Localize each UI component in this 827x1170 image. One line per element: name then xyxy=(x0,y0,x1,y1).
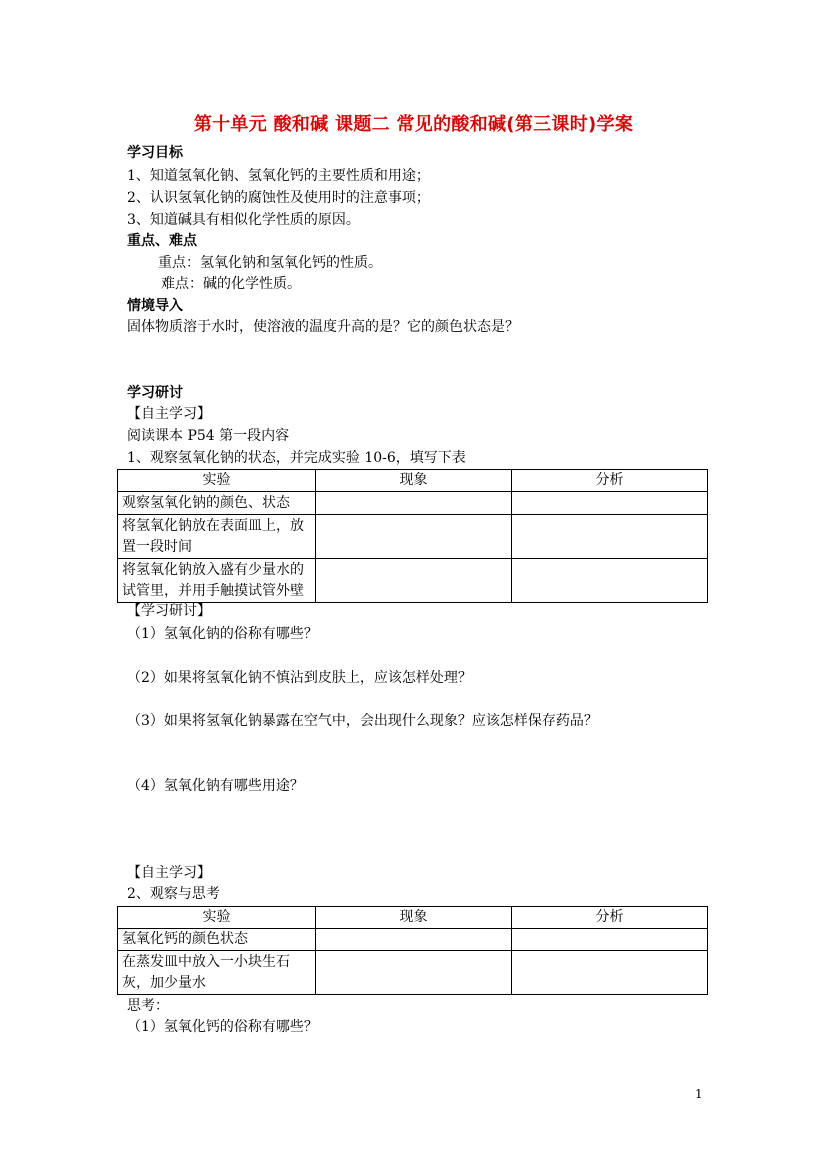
table-header: 分析 xyxy=(512,470,708,492)
table-row xyxy=(118,515,708,559)
phenomenon-cell[interactable] xyxy=(316,929,512,951)
experiment-cell: 在蒸发皿中放入一小块生石灰，加少量水 xyxy=(118,951,316,995)
page-title: 第十单元 酸和碱 课题二 常见的酸和碱(第三课时)学案 xyxy=(193,114,634,135)
analysis-cell[interactable] xyxy=(512,951,708,995)
intro-heading: 情境导入 xyxy=(127,298,183,314)
objective-item: 1、知道氢氧化钠、氢氧化钙的主要性质和用途； xyxy=(127,168,430,184)
table-row xyxy=(118,559,708,603)
experiment-cell: 观察氢氧化钠的颜色、状态 xyxy=(118,492,316,515)
study-heading: 学习研讨 xyxy=(127,385,183,401)
phenomenon-cell[interactable] xyxy=(316,515,512,559)
intro-question: 固体物质溶于水时，使溶液的温度升高的是？它的颜色状态是？ xyxy=(127,319,519,335)
table-row xyxy=(118,492,708,515)
objective-item: 2、认识氢氧化钠的腐蚀性及使用时的注意事项； xyxy=(127,190,430,206)
reading-instruction: 阅读课本 P54 第一段内容 xyxy=(127,428,290,444)
experiment-table-2 xyxy=(117,906,708,995)
objectives-heading: 学习目标 xyxy=(127,145,183,161)
self-study-heading: 【自主学习】 xyxy=(127,865,211,881)
phenomenon-cell[interactable] xyxy=(316,559,512,603)
think-question: （1）氢氧化钙的俗称有哪些？ xyxy=(127,1019,318,1035)
table-header: 分析 xyxy=(512,907,708,929)
discussion-question: （4）氢氧化钠有哪些用途？ xyxy=(127,778,304,794)
difficult-point: 难点：碱的化学性质。 xyxy=(161,276,301,292)
experiment-table-1 xyxy=(117,469,708,603)
experiment-cell: 氢氧化钙的颜色状态 xyxy=(118,929,316,951)
key-point: 重点：氢氧化钠和氢氧化钙的性质。 xyxy=(158,255,382,271)
analysis-cell[interactable] xyxy=(512,492,708,515)
keypoints-heading: 重点、难点 xyxy=(127,233,197,249)
task-instruction: 1、观察氢氧化钠的状态，并完成实验 10-6，填写下表 xyxy=(127,450,466,466)
experiment-cell: 将氢氧化钠放入盛有少量水的试管里，并用手触摸试管外壁 xyxy=(118,559,316,603)
analysis-cell[interactable] xyxy=(512,515,708,559)
analysis-cell[interactable] xyxy=(512,929,708,951)
discussion-question: （3）如果将氢氧化钠暴露在空气中，会出现什么现象？应该怎样保存药品？ xyxy=(127,713,598,729)
objective-item: 3、知道碱具有相似化学性质的原因。 xyxy=(127,212,360,228)
table-header: 现象 xyxy=(316,907,512,929)
phenomenon-cell[interactable] xyxy=(316,492,512,515)
phenomenon-cell[interactable] xyxy=(316,951,512,995)
discussion-question: （1）氢氧化钠的俗称有哪些？ xyxy=(127,626,318,642)
think-heading: 思考： xyxy=(127,998,169,1014)
table-header: 实验 xyxy=(118,470,316,492)
experiment-cell: 将氢氧化钠放在表面皿上，放置一段时间 xyxy=(118,515,316,559)
discussion-question: （2）如果将氢氧化钠不慎沾到皮肤上，应该怎样处理？ xyxy=(127,670,472,686)
discussion-heading: 【学习研讨】 xyxy=(127,603,211,619)
table-header: 实验 xyxy=(118,907,316,929)
self-study-heading: 【自主学习】 xyxy=(127,406,211,422)
analysis-cell[interactable] xyxy=(512,559,708,603)
page-number: 1 xyxy=(695,1087,703,1101)
table-header: 现象 xyxy=(316,470,512,492)
task-instruction: 2、观察与思考 xyxy=(127,886,220,902)
table-row xyxy=(118,951,708,995)
table-row xyxy=(118,929,708,951)
